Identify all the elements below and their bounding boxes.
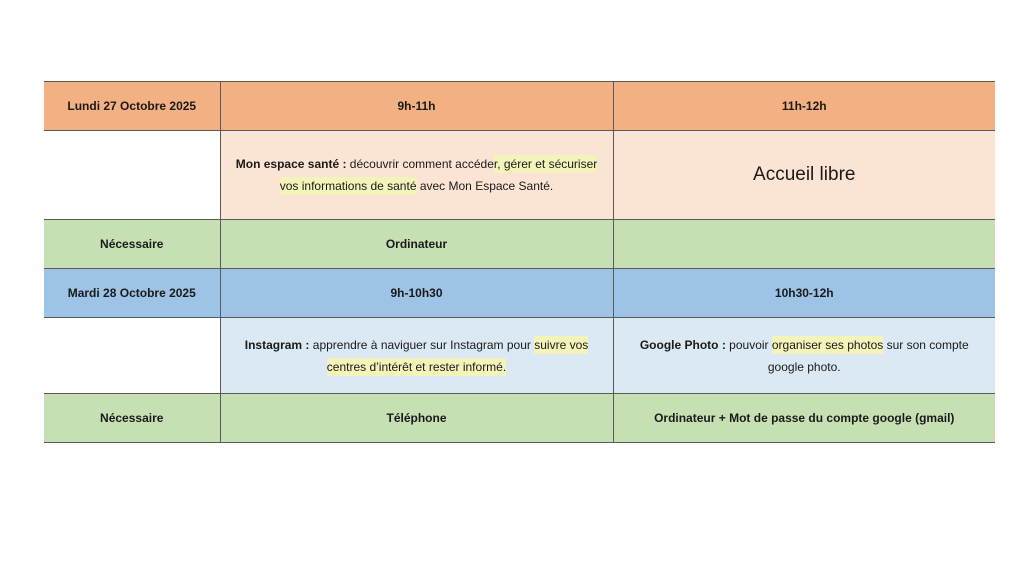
tuesday-slot-2: 10h30-12h bbox=[613, 269, 995, 318]
monday-header-row bbox=[44, 82, 995, 131]
highlight: suivre vos bbox=[534, 337, 589, 352]
schedule-table bbox=[44, 81, 995, 443]
monday-required-label: Nécessaire bbox=[44, 220, 220, 269]
monday-date: Lundi 27 Octobre 2025 bbox=[44, 82, 220, 131]
tuesday-activity-row bbox=[44, 318, 995, 394]
tuesday-required-label: Nécessaire bbox=[44, 394, 220, 443]
highlight: vos informations de santé bbox=[279, 179, 417, 193]
monday-activity-2 bbox=[613, 131, 995, 220]
monday-slot-1: 9h-11h bbox=[220, 82, 613, 131]
monday-activity-1-title: Mon espace santé bbox=[235, 157, 340, 171]
monday-activity-row bbox=[44, 131, 995, 220]
tuesday-required-1: Téléphone bbox=[220, 394, 613, 443]
tuesday-activity-2-title: Google Photo bbox=[639, 337, 719, 352]
tuesday-slot-1: 9h-10h30 bbox=[220, 269, 613, 318]
open-access-label: Accueil libre bbox=[753, 163, 856, 185]
tuesday-required-row bbox=[44, 394, 995, 443]
highlight: organiser ses photos bbox=[771, 337, 884, 352]
tuesday-date: Mardi 28 Octobre 2025 bbox=[44, 269, 220, 318]
monday-activity-1: Mon espace santé : découvrir comment accéder, gérer et sécuriser vos informations de santé avec Mon Espace Santé. bbox=[220, 131, 613, 220]
monday-required-2 bbox=[613, 220, 995, 269]
tuesday-activity-1: Instagram : apprendre à naviguer sur Instagram pour suivre vos centres d’intérêt et rester informé. bbox=[220, 318, 613, 394]
monday-empty-cell bbox=[44, 131, 220, 220]
tuesday-activity-1-title: Instagram bbox=[244, 337, 303, 352]
tuesday-activity-2: Google Photo : pouvoir organiser ses photos sur son compte google photo. bbox=[613, 318, 995, 394]
monday-slot-2: 11h-12h bbox=[613, 82, 995, 131]
tuesday-header-row bbox=[44, 269, 995, 318]
monday-required-row bbox=[44, 220, 995, 269]
highlight: r, gérer et sécuriser bbox=[493, 157, 598, 171]
tuesday-required-2: Ordinateur + Mot de passe du compte google (gmail) bbox=[613, 394, 995, 443]
monday-required-1: Ordinateur bbox=[220, 220, 613, 269]
tuesday-empty-cell bbox=[44, 318, 220, 394]
highlight: centres d’intérêt et rester informé. bbox=[326, 359, 507, 374]
